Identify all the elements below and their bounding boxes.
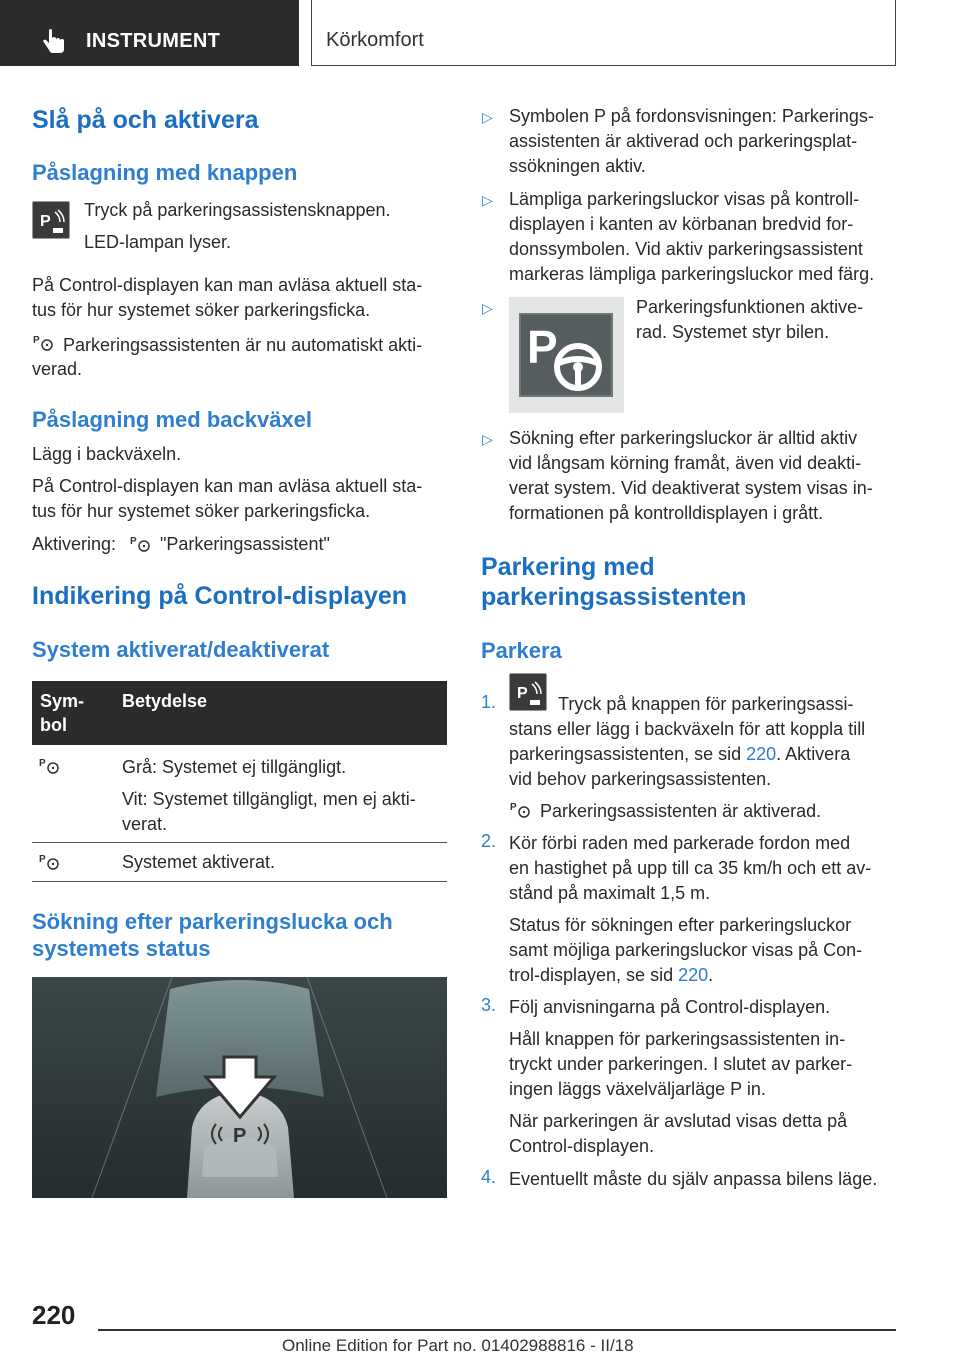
s3-l6: Control-displayen. (509, 1136, 655, 1156)
heading-parking-l2: parkeringsassistenten (481, 583, 747, 611)
table-header (32, 681, 447, 745)
b2-l1: Lämpliga parkeringsluckor visas på kontroll- (509, 189, 860, 209)
step-number: 1. (481, 692, 497, 712)
bullet-icon: ▷ (482, 431, 493, 447)
svg-text:P: P (510, 802, 517, 813)
step-number: 2. (481, 831, 497, 851)
col-symbol-l1: Sym- (40, 691, 85, 711)
step-number: 3. (481, 995, 497, 1015)
section-tab (0, 0, 299, 66)
b2-l2: displayen i kanten av körbanan bredvid for- (509, 214, 854, 234)
heading-switch-on: Slå på och aktivera (32, 106, 259, 134)
activation-value: "Parkeringsassistent" (160, 534, 330, 554)
edition-text: Online Edition for Part no. 01402988816 - II/18 (282, 1336, 634, 1355)
table-divider (32, 842, 447, 843)
page-number: 220 (32, 1300, 76, 1330)
page-link[interactable]: 220 (678, 965, 709, 985)
svg-text:P: P (39, 854, 46, 865)
control-display-image (32, 977, 447, 1198)
s1-l3 (509, 742, 850, 767)
s1-l4: vid behov parkeringsassistenten. (509, 769, 772, 789)
b4-l1: Sökning efter parkeringsluckor är alltid aktiv (509, 428, 858, 448)
s2-l5: samt möjliga parkeringsluckor visas på Con- (509, 940, 863, 960)
svg-text:P: P (39, 758, 46, 769)
parking-assist-icon (39, 756, 59, 774)
reverse-status-l2: tus för hur systemet söker parkeringsficka. (32, 501, 371, 521)
b4-l4: formationen på kontrolldisplayen i grått. (509, 503, 824, 523)
para-status-l2: tus för hur systemet söker parkeringsficka. (32, 300, 371, 320)
s2-l6 (509, 963, 713, 988)
s1-l1: Tryck på knappen för parkeringsassi- (558, 694, 854, 714)
display-p-label: P (233, 1125, 247, 1147)
col-symbol-l2: bol (40, 715, 67, 735)
b2-l3: donssymbolen. Vid aktiv parkeringsassistent (509, 239, 863, 259)
s3-l2: Håll knappen för parkeringsassistenten in- (509, 1029, 846, 1049)
heading-system-state: System aktiverat/deaktiverat (32, 637, 330, 662)
reverse-text: Lägg i backväxeln. (32, 444, 182, 464)
s2-l2: en hastighet på upp till ca 35 km/h och ett av- (509, 858, 872, 878)
heading-search-l2: systemets status (32, 936, 211, 961)
s3-l3: tryckt under parkeringen. I slutet av parker- (509, 1054, 853, 1074)
s2-l1: Kör förbi raden med parkerade fordon med (509, 833, 851, 853)
chapter-box (311, 0, 896, 66)
parking-assist-icon (510, 800, 530, 818)
b3-l2: rad. Systemet styr bilen. (636, 322, 830, 342)
parking-button-icon (32, 201, 70, 239)
s2-l4: Status för sökningen efter parkeringsluckor (509, 915, 852, 935)
led-text: LED-lampan lyser. (84, 232, 232, 252)
table-divider (32, 881, 447, 882)
col-meaning: Betydelse (122, 691, 208, 711)
row1-text-a: Grå: Systemet ej tillgängligt. (122, 757, 347, 777)
b1-l1: Symbolen P på fordonsvisningen: Parkerings- (509, 106, 874, 126)
big-p-label: P (527, 321, 558, 373)
svg-text:P: P (517, 685, 528, 702)
b1-l3: ssökningen aktiv. (509, 156, 646, 176)
section-label: INSTRUMENT (86, 30, 221, 52)
s2-l3: stånd på maximalt 1,5 m. (509, 883, 711, 903)
heading-parking-l1: Parkering med (481, 553, 655, 581)
parking-function-icon (509, 297, 624, 413)
svg-text:P: P (130, 536, 137, 547)
b1-l2: assistenten är aktiverad och parkeringsplat- (509, 131, 858, 151)
reverse-status-l1: På Control-displayen kan man avläsa aktuell sta- (32, 476, 423, 496)
s3-l1: Följ anvisningarna på Control-displayen. (509, 997, 831, 1017)
s1-l5: Parkeringsassistenten är aktiverad. (540, 801, 822, 821)
s3-l5: När parkeringen är avslutad visas detta på (509, 1111, 848, 1131)
row1-text-b1: Vit: Systemet tillgängligt, men ej akti- (122, 789, 416, 809)
hand-pointer-icon (40, 28, 68, 56)
page-link[interactable]: 220 (746, 744, 777, 764)
parking-assist-icon (33, 333, 53, 351)
heading-button: Påslagning med knappen (32, 160, 298, 185)
activation-label: Aktivering: (32, 534, 117, 554)
bullet-icon: ▷ (482, 300, 493, 316)
b3-l1: Parkeringsfunktionen aktive- (636, 297, 864, 317)
s2-l6-tail: . (708, 965, 714, 985)
row2-text: Systemet aktiverat. (122, 852, 276, 872)
b4-l2: vid långsam körning framåt, även vid deakti- (509, 453, 862, 473)
svg-text:P: P (40, 213, 51, 230)
heading-search-l1: Sökning efter parkeringslucka och (32, 909, 393, 934)
s1-l3-text: parkeringsassistenten, se sid (509, 744, 747, 764)
parking-button-icon (509, 673, 547, 711)
footer-rule (98, 1329, 896, 1331)
row1-text-b2: verat. (122, 814, 168, 834)
s1-l2: stans eller lägg i backväxeln för att koppla till (509, 719, 866, 739)
parking-assist-icon (39, 852, 59, 870)
s2-l6-text: trol-displayen, se sid (509, 965, 679, 985)
button-instruction: Tryck på parkeringsassistensknappen. (84, 200, 391, 220)
b2-l4: markeras lämpliga parkeringsluckor med färg. (509, 264, 875, 284)
parking-assist-icon (130, 534, 150, 552)
bullet-icon: ▷ (482, 192, 493, 208)
s3-l4: ingen läggs växelväljarläge P in. (509, 1079, 766, 1099)
heading-reverse: Påslagning med backväxel (32, 407, 313, 432)
s4-l1: Eventuellt måste du själv anpassa bilens läge. (509, 1169, 878, 1189)
para-auto-l2: verad. (32, 359, 83, 379)
svg-text:P: P (33, 335, 40, 346)
b4-l3: verat system. Vid deaktiverat system visas in- (509, 478, 873, 498)
s1-l3-tail: . Aktivera (776, 744, 851, 764)
heading-indication: Indikering på Control-displayen (32, 582, 408, 610)
step-number: 4. (481, 1167, 497, 1187)
bullet-icon: ▷ (482, 109, 493, 125)
heading-park: Parkera (481, 638, 562, 663)
chapter-title: Körkomfort (326, 29, 424, 51)
para-status-l1: På Control-displayen kan man avläsa aktuell sta- (32, 275, 423, 295)
para-auto-l1: Parkeringsassistenten är nu automatiskt akti- (63, 335, 423, 355)
